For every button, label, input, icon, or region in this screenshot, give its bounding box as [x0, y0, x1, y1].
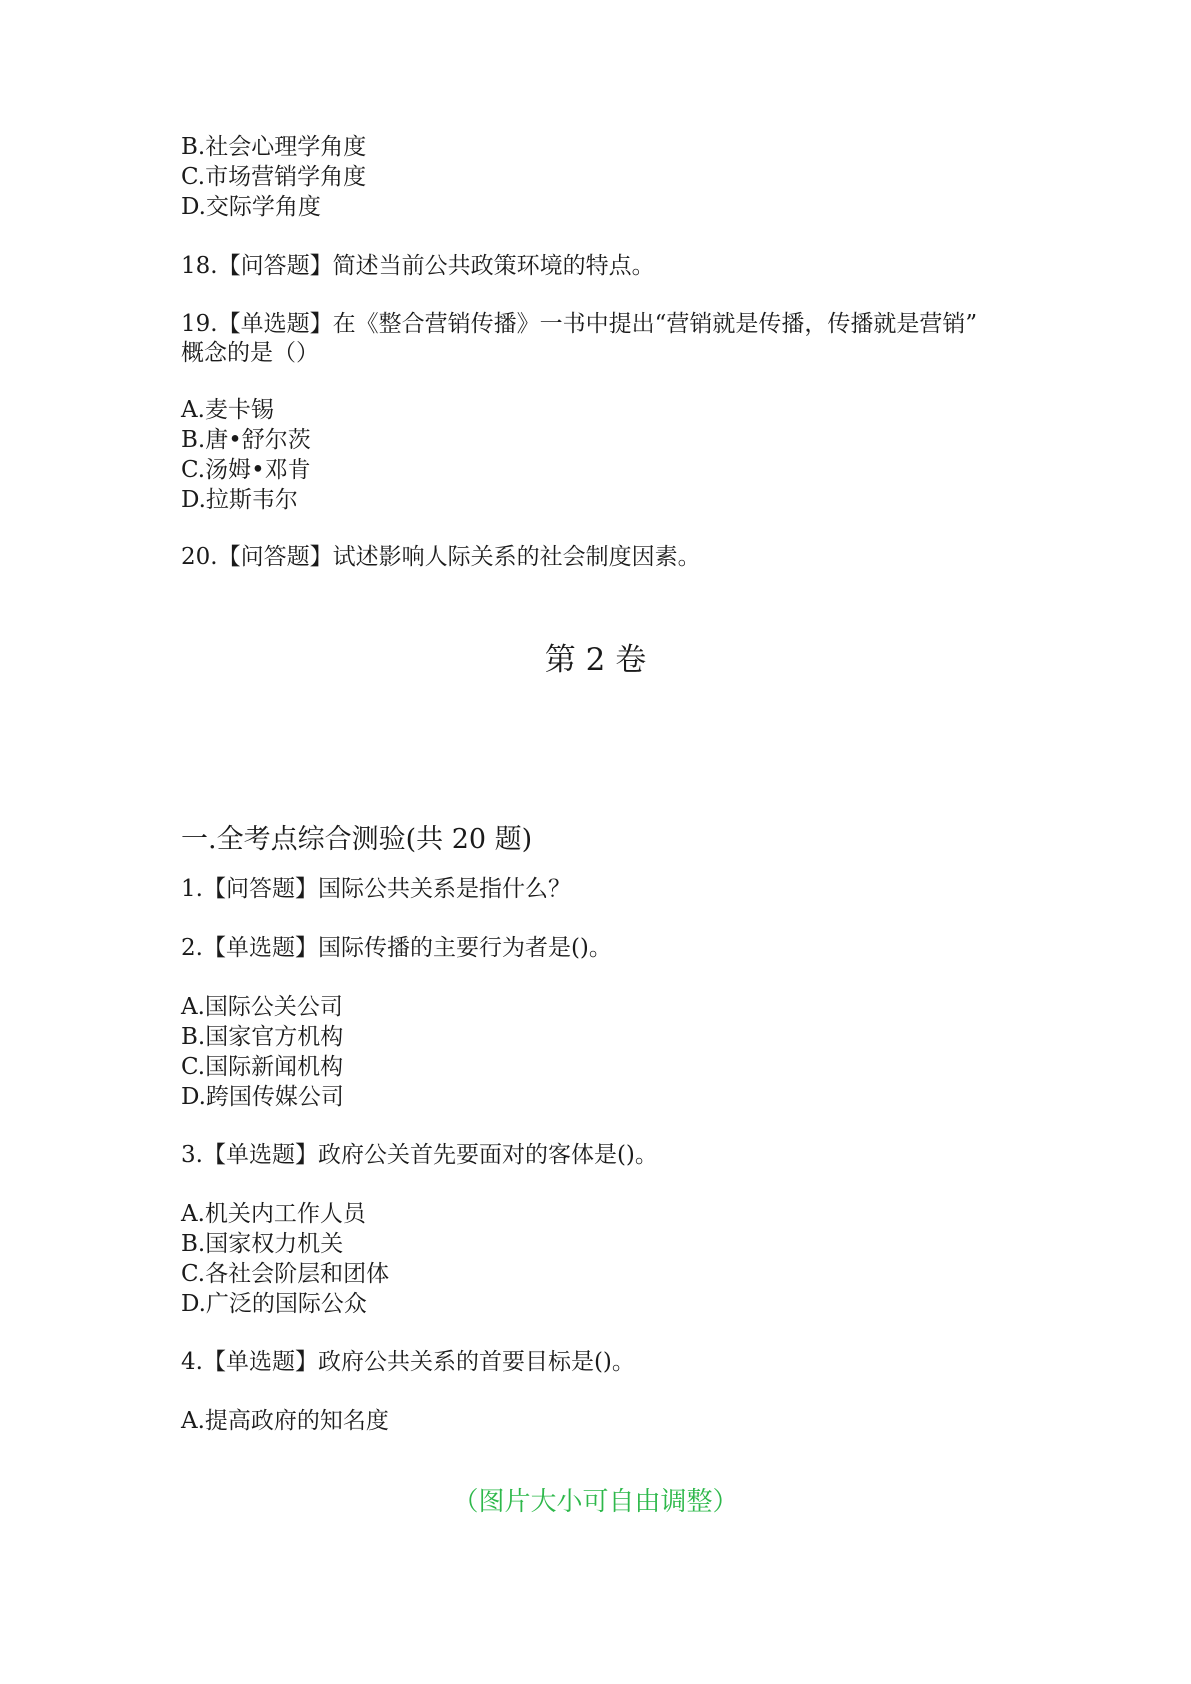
- v2q3-option-c: C.各社会阶层和团体: [181, 1261, 390, 1287]
- v2-question-2: 2.【单选题】国际传播的主要行为者是()。: [181, 935, 612, 961]
- v2q2-option-c: C.国际新闻机构: [181, 1054, 344, 1080]
- q19-option-c: C.汤姆•邓肯: [181, 457, 311, 483]
- v2q3-option-d: D.广泛的国际公众: [181, 1291, 367, 1317]
- v2q2-option-d: D.跨国传媒公司: [181, 1084, 344, 1110]
- volume-title: 第 2 卷: [544, 642, 647, 678]
- q17-option-c: C.市场营销学角度: [181, 164, 367, 190]
- q19-option-a: A.麦卡锡: [181, 397, 274, 423]
- q17-option-b: B.社会心理学角度: [181, 134, 367, 160]
- v2-question-1: 1.【问答题】国际公共关系是指什么？: [181, 876, 571, 902]
- question-18: 18.【问答题】简述当前公共政策环境的特点。: [181, 253, 655, 279]
- v2-question-3: 3.【单选题】政府公关首先要面对的客体是()。: [181, 1142, 658, 1168]
- question-20: 20.【问答题】试述影响人际关系的社会制度因素。: [181, 544, 701, 570]
- v2q3-option-a: A.机关内工作人员: [181, 1201, 366, 1227]
- question-19-line1: 19.【单选题】在《整合营销传播》一书中提出“营销就是传播，传播就是营销”: [181, 311, 978, 337]
- q19-option-b: B.唐•舒尔茨: [181, 427, 311, 453]
- v2q4-option-a: A.提高政府的知名度: [181, 1408, 389, 1434]
- image-resize-note: （图片大小可自由调整）: [452, 1487, 739, 1517]
- v2q2-option-b: B.国家官方机构: [181, 1024, 344, 1050]
- v2q2-option-a: A.国际公关公司: [181, 994, 343, 1020]
- v2-question-4: 4.【单选题】政府公共关系的首要目标是()。: [181, 1349, 635, 1375]
- q19-option-d: D.拉斯韦尔: [181, 487, 298, 513]
- v2q3-option-b: B.国家权力机关: [181, 1231, 344, 1257]
- section-heading: 一.全考点综合测验(共 20 题): [181, 824, 533, 855]
- question-19-line2: 概念的是（）: [181, 340, 319, 366]
- q17-option-d: D.交际学角度: [181, 194, 321, 220]
